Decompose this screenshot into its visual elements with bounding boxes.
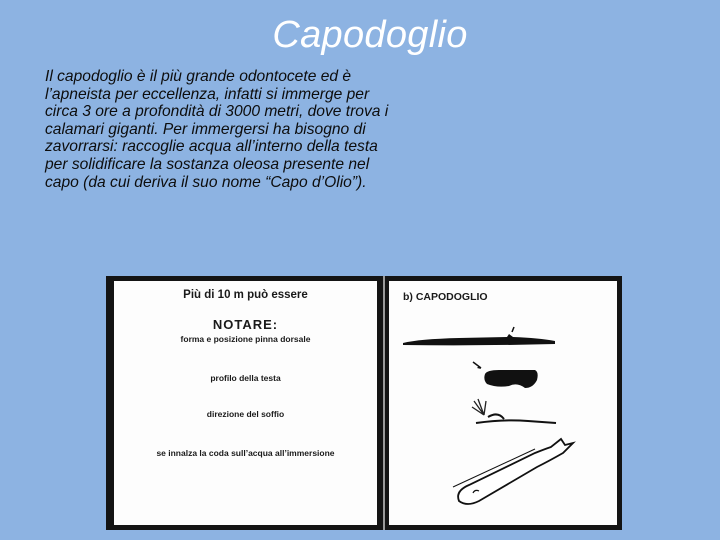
right-panel-heading: b) CAPODOGLIO [403, 291, 488, 303]
note-item-spout: direzione del soffio [206, 409, 285, 419]
note-item-tail: se innalza la coda sull’acqua all’immersione [156, 448, 335, 458]
left-panel [114, 281, 377, 525]
notare-heading: NOTARE: [212, 317, 279, 332]
panel-divider [383, 276, 385, 530]
head-profile-silhouette-icon [469, 356, 549, 396]
note-item-dorsal: forma e posizione pinna dorsale [180, 334, 311, 344]
right-panel [389, 281, 617, 525]
identification-figure [106, 276, 622, 530]
dorsal-fin-silhouette-icon [399, 323, 559, 349]
diving-whale-icon [449, 431, 579, 511]
slide-paragraph: Il capodoglio è il più grande odontocete ed è l’apneista per eccellenza, infatti si immerge per circa 3 ore a profondità di 3000 metri, dove trova i calamari giganti. Per immergersi ha bisogno di zavorrarsi: raccoglie acqua all’interno della testa per solidificare la sostanza oleosa presente nel capo (da cui deriva il suo nome “Capo d’Olio”). [45, 68, 389, 191]
note-item-head: profilo della testa [210, 373, 281, 383]
slide-title: Capodoglio [272, 14, 468, 56]
left-panel-heading: Più di 10 m può essere [183, 289, 308, 301]
spout-direction-icon [464, 393, 564, 427]
